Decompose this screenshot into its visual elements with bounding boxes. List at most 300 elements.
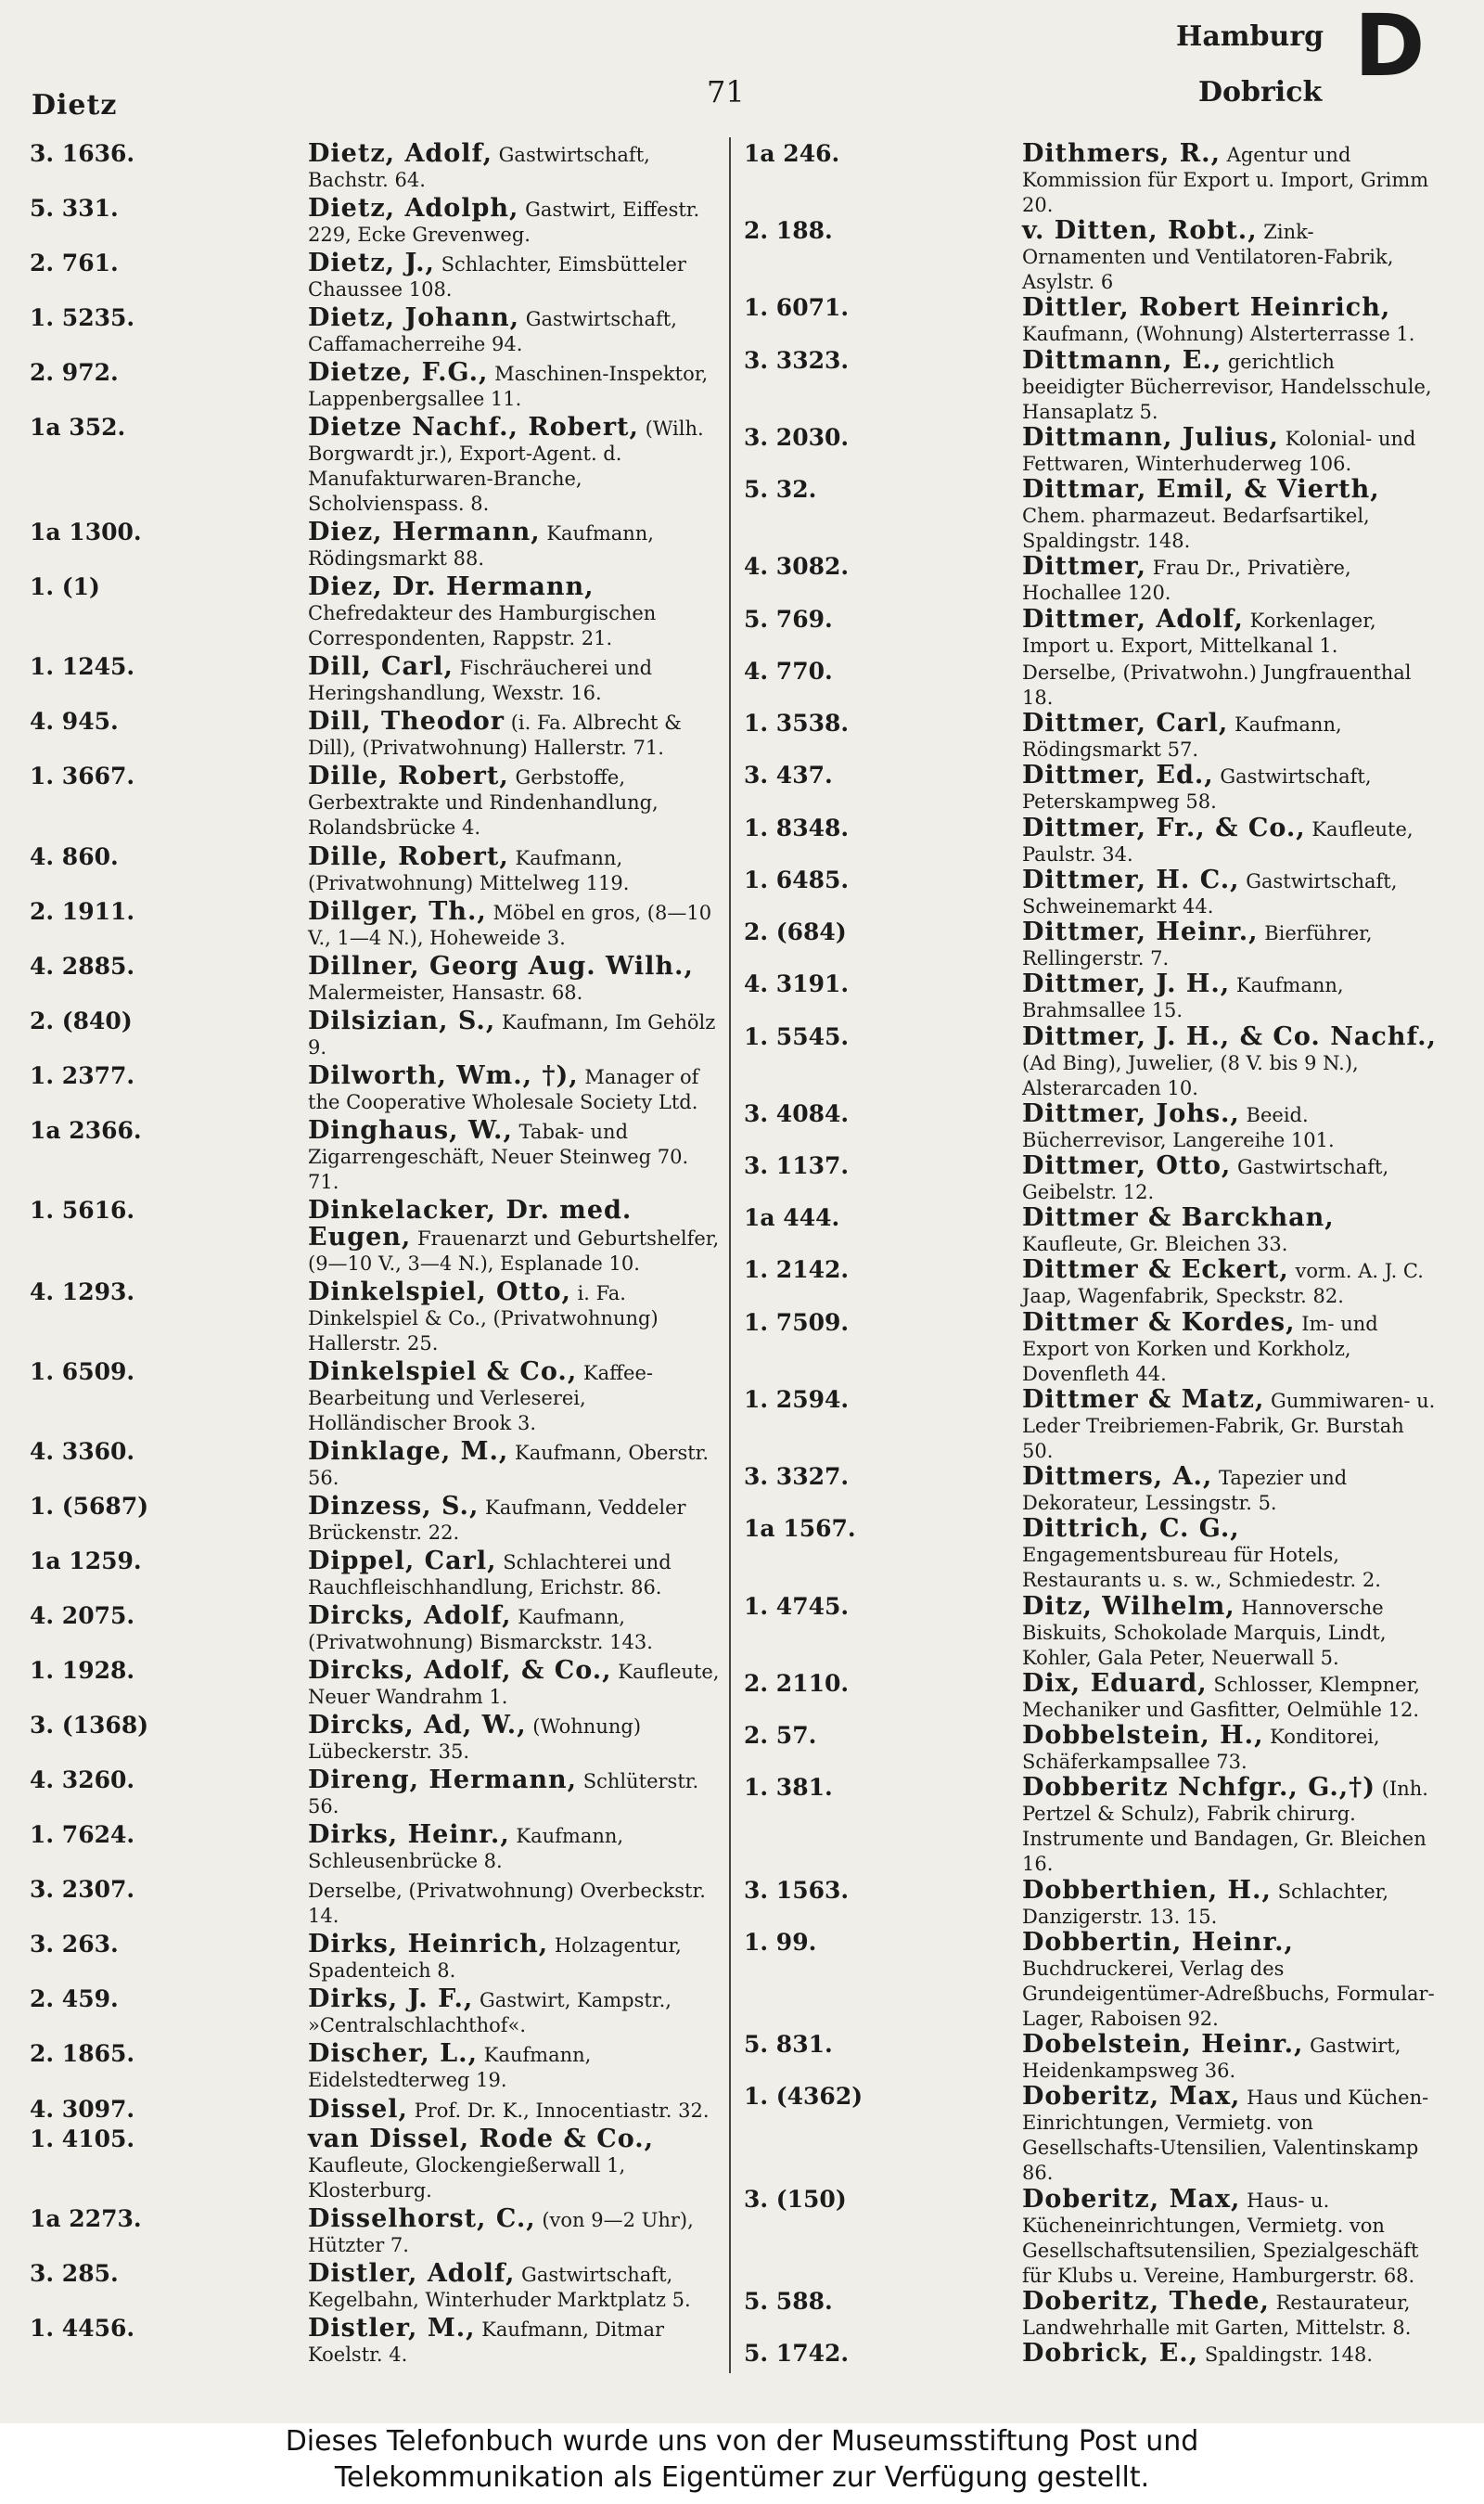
entry-description: Kaufmann, Eidelstedterweg 19. [308,2044,592,2092]
phone-number: 4. 3082. [744,553,850,581]
entry-text [1022,1257,1438,1309]
directory-entry [744,1723,1438,1775]
phone-number: 3. 2307. [30,1876,135,1904]
phone-number: 1. 7509. [744,1308,850,1336]
entry-name: Dietz, J., [308,249,435,278]
phone-number: 5. 588. [744,2287,833,2315]
entry-name: Dittler, Robert Heinrich, [1022,293,1391,323]
phone-number: 2. 972. [30,359,119,387]
directory-entry [744,1927,1438,2032]
entry-description: Kaufleute, Neuer Wandrahm 1. [308,1661,720,1709]
phone-number: 1a 2273. [30,2204,142,2232]
entry-name: Dithmers, R., [1022,139,1221,168]
directory-entry [30,1603,723,1655]
entry-description: Restaurateur, Landwehrhalle mit Garten, Mittelstr. 8. [1022,2291,1412,2339]
phone-number: 1. 2142. [744,1256,850,1284]
entry-name: Dirks, Heinr., [308,1820,510,1850]
directory-entry [30,709,723,761]
phone-number: 1a 444. [744,1204,840,1232]
entry-name: Dix, Eduard, [1022,1668,1208,1698]
entry-name: Dircks, Adolf, [308,1601,512,1631]
entry-name: Dittmer & Kordes, [1022,1307,1296,1337]
directory-entry [30,1060,723,1115]
directory-entry [744,659,1438,711]
entry-description: Holzagentur, Spadenteich 8. [308,1934,682,1983]
directory-entry [744,345,1438,425]
entry-name: Dittmer, [1022,552,1147,582]
directory-entry [30,654,723,706]
phone-number: 3. 1636. [30,140,135,167]
entry-name: Dittmer, Ed., [1022,761,1214,790]
entry-name: Dittmer & Barckhan, [1022,1203,1335,1233]
phone-number: 1. 7624. [30,1821,135,1849]
entry-name: Dinkelspiel, Otto, [308,1277,571,1306]
phone-number: 4. 1293. [30,1278,135,1305]
entry-name: Doberitz, Max, [1022,2184,1241,2214]
entry-description: Bierführer, Rellingerstr. 7. [1022,922,1373,970]
header-city: Hamburg [1176,20,1324,53]
entry-name: Dittmer, H. C., [1022,865,1240,894]
entry-text [1022,1875,1438,1930]
entry-text [308,1877,723,1929]
entry-description: Kaufmann, Veddeler Brückenstr. 22. [308,1496,686,1544]
directory-entry [744,2338,1438,2368]
directory-entry [744,218,1438,295]
entry-description: Kaffee-Bearbeitung und Verleserei, Holländischer Brook 3. [308,1361,653,1434]
entry-text [308,196,723,248]
entry-text [1022,2084,1438,2186]
directory-entry [744,1875,1438,1930]
entry-description: Kaufmann, (Privatwohnung) Bismarckstr. 143. [308,1606,653,1654]
phone-number: 1. 381. [744,1774,833,1802]
entry-text [308,951,723,1006]
entry-name: Dittmer, Adolf, [1022,604,1244,634]
directory-entry [30,1822,723,1874]
entry-name: Dinzess, S., [308,1491,480,1521]
entry-name: Dinklage, M., [308,1436,509,1466]
directory-entry [744,815,1438,867]
directory-entry [30,305,723,357]
phone-number: 2. 1865. [30,2040,135,2068]
directory-entry [744,1257,1438,1309]
phone-number: 3. 3323. [744,346,850,374]
entry-text [308,1986,723,2038]
phone-number: 1. 2377. [30,1061,135,1089]
phone-number: 2. 2110. [744,1669,850,1697]
entry-description: Haus und Küchen-Einrichtungen, Vermietg. von Gesellschafts-Utensilien, Valentinskamp 86. [1022,2087,1429,2185]
entry-name: Dissel, [308,2094,408,2124]
entry-text [308,2258,723,2313]
entry-description: Schlachter, Eimsbütteler Chaussee 108. [308,253,686,302]
directory-entry [744,711,1438,763]
entry-text [308,1822,723,1874]
entry-name: Dittmer, Otto, [1022,1150,1232,1180]
phone-number: 5. 769. [744,605,833,633]
directory-entry [30,1548,723,1600]
phone-number: 4. 3097. [30,2095,135,2123]
entry-description: (Wilh. Borgwardt jr.), Export-Agent. d. Manufakturwaren-Branche, Scholvienspass. 8. [308,417,704,516]
entry-text [1022,1516,1438,1593]
entry-name: Dilworth, Wm., †), [308,1060,579,1090]
directory-entry [30,1356,723,1436]
footer-line-2: Telekommunikation als Eigentümer zur Verfügung gestellt. [334,2461,1150,2494]
entry-description: Gastwirt, Kampstr., »Centralschlachthof«. [308,1989,672,2037]
phone-number: 3. 4084. [744,1099,850,1127]
entry-description: Hannoversche Biskuits, Schokolade Marquis, Lindt, Kohler, Gala Peter, Neuerwall 5. [1022,1596,1387,1669]
entry-name: Dietz, Adolph, [308,194,519,224]
entry-text [308,1603,723,1655]
entry-description: gerichtlich beeidigter Bücherrevisor, Handelsschule, Hansaplatz 5. [1022,350,1432,423]
entry-text [308,2094,723,2124]
directory-entry [30,574,723,651]
entry-name: Dinkelacker, Dr. med. Eugen, [308,1195,633,1252]
entry-text [1022,1668,1438,1723]
entry-description: Kaufmann, Brahmsallee 15. [1022,974,1344,1022]
entry-description: i. Fa. Dinkelspiel & Co., (Privatwohnung) Hallerstr. 25. [308,1281,659,1355]
directory-entry [30,141,723,193]
entry-text [308,1436,723,1491]
entry-name: Dietze Nachf., Robert, [308,413,639,443]
directory-entry [30,360,723,412]
phone-number: 4. 860. [30,842,119,870]
entry-name: Dittmer, J. H., & Co. Nachf., [1022,1021,1437,1051]
phone-number: 1. 6509. [30,1357,135,1385]
entry-name: Dirks, J. F., [308,1984,474,2014]
phone-number: 1. (4362) [744,2083,864,2111]
entry-name: Dittmer & Eckert, [1022,1255,1289,1285]
directory-entry [744,2286,1438,2341]
directory-entry [744,1021,1438,1101]
entry-name: Dillner, Georg Aug. Wilh., [308,951,694,981]
entry-text [308,574,723,651]
entry-description: Gastwirtschaft, Caffamacherreihe 94. [308,308,677,356]
entry-description: Schlüterstr. 56. [308,1770,699,1818]
entry-text [308,1658,723,1710]
entry-description: Kolonial- und Fettwaren, Winterhuderweg 106. [1022,427,1416,475]
entry-name: Doberitz, Thede, [1022,2286,1270,2316]
entry-text [308,1767,723,1819]
entry-text [1022,1723,1438,1775]
directory-entry [744,1591,1438,1671]
phone-number: 1. 5545. [744,1022,850,1050]
phone-number: 5. 331. [30,195,119,223]
directory-entry [744,141,1438,218]
entry-description: (Wohnung) Lübeckerstr. 35. [308,1715,642,1764]
entry-text [1022,1307,1438,1387]
directory-entry [30,896,723,951]
entry-description: (von 9—2 Uhr), Hützter 7. [308,2208,694,2256]
entry-text [1022,2032,1438,2084]
entry-text [308,2126,723,2203]
entry-name: Dittmer & Matz, [1022,1384,1265,1414]
entry-name: Dobberthien, H., [1022,1875,1272,1905]
entry-text [1022,867,1438,919]
entry-description: Gastwirtschaft, Bachstr. 64. [308,144,650,191]
directory-entry [30,1877,723,1929]
entry-description: Chem. pharmazeut. Bedarfsartikel, Spaldingstr. 148. [1022,505,1370,553]
directory-entry [30,196,723,248]
phone-number: 5. 1742. [744,2339,850,2367]
entry-description: Gerbstoffe, Gerbextrakte und Rindenhandlung, Rolandsbrücke 4. [308,766,659,840]
phone-number: 1a 246. [744,140,840,167]
entry-name: van Dissel, Rode & Co., [308,2124,655,2153]
entry-name: Diez, Dr. Hermann, [308,572,595,602]
entry-text [1022,422,1438,477]
directory-entry [30,415,723,517]
phone-number: 1. 4105. [30,2125,135,2152]
entry-text [308,1356,723,1436]
entry-name: Dittmar, Emil, & Vierth, [1022,475,1380,505]
entry-text [308,1060,723,1115]
page-number: 71 [707,74,745,109]
directory-entry [30,2313,723,2368]
entry-description: Gastwirt, Eiffestr. 229, Ecke Grevenweg. [308,199,700,247]
entry-text [1022,659,1438,711]
phone-number: 3. 2030. [744,423,850,451]
directory-entry [30,1713,723,1765]
directory-entry [744,1205,1438,1257]
entry-name: Dobberitz Nchfgr., G.,†) [1022,1773,1376,1803]
phone-number: 2. 459. [30,1985,119,2013]
entry-text [1022,971,1438,1023]
directory-entry [744,295,1438,347]
entry-text [1022,141,1438,218]
entry-description: Haus- u. Kücheneinrichtungen, Vermietg. von Gesellschaftsutensilien, Spezialgeschäft für Klubs u. Vereine, Hamburgerstr. 68. [1022,2189,1419,2287]
entry-name: Dobrick, E., [1022,2338,1199,2368]
entry-text [1022,815,1438,867]
phone-number: 1a 1259. [30,1547,142,1575]
entry-description: Gastwirtschaft, Kegelbahn, Winterhuder Marktplatz 5. [308,2263,691,2311]
phone-number: 4. 2075. [30,1602,135,1630]
phone-number: 4. 3360. [30,1437,135,1465]
entry-name: Dobbertin, Heinr., [1022,1927,1294,1957]
directory-entry [744,1098,1438,1153]
entry-description: Kaufleute, Gr. Bleichen 33. [1022,1233,1288,1256]
entry-description: Gastwirtschaft, Schweinemarkt 44. [1022,869,1398,918]
directory-entry [744,604,1438,659]
directory-entry [744,971,1438,1023]
entry-description: Gastwirtschaft, Peterskampweg 58. [1022,765,1372,814]
entry-text [1022,604,1438,659]
phone-number: 2. 57. [744,1722,817,1750]
entry-text [1022,711,1438,763]
entry-name: Dietze, F.G., [308,358,489,388]
entry-text [308,654,723,706]
directory-entry [30,1195,723,1277]
entry-description: Engagementsbureau für Hotels, Restaurants u. s. w., Schmiedestr. 2. [1022,1544,1381,1592]
entry-name: Dirks, Heinrich, [308,1930,549,1959]
entry-name: Dittmann, Julius, [1022,422,1279,452]
entry-text [1022,1464,1438,1516]
directory-entry [30,1008,723,1060]
entry-name: Dill, Carl, [308,652,454,682]
directory-entry [744,1775,1438,1877]
entry-description: Im- und Export von Korken und Korkholz, Dovenfleth 44. [1022,1312,1378,1385]
phone-number: 2. (840) [30,1007,133,1034]
entry-text [1022,1098,1438,1153]
phone-number: 1. 5235. [30,304,135,332]
entry-description: Kaufmann, (Wohnung) Alsterterrasse 1. [1022,323,1415,346]
directory-entry [30,2258,723,2313]
directory-entry [30,951,723,1006]
entry-text [308,1932,723,1984]
directory-entry [744,867,1438,919]
entry-name: Dittrich, C. G., [1022,1514,1240,1544]
entry-text [308,520,723,571]
entry-description: Kaufmann, Oberstr. 56. [308,1441,710,1489]
entry-text [308,1279,723,1356]
directory-entry [30,1986,723,2038]
entry-description: Derselbe, (Privatwohn.) Jungfrauenthal 18. [1022,661,1412,709]
entry-name: Dittmer, Carl, [1022,709,1229,738]
entry-name: Dircks, Ad, W., [308,1711,527,1740]
directory-entry [744,1150,1438,1205]
phone-number: 1a 1567. [744,1515,856,1543]
directory-entry [30,2126,723,2203]
phone-number: 1. 1928. [30,1657,135,1685]
directory-entry [30,1115,723,1195]
entry-text [308,1548,723,1600]
entry-text [308,1008,723,1060]
entry-name: Dietz, Adolf, [308,139,493,168]
entry-text [1022,345,1438,425]
entry-text [308,841,723,896]
phone-number: 1. 4456. [30,2314,135,2342]
entry-text [1022,2184,1438,2289]
directory-entry [744,477,1438,554]
entry-name: Distler, M., [308,2313,476,2343]
entry-description: Kaufleute, Glockengießerwall 1, Klosterburg. [308,2153,626,2202]
left-column [30,141,723,2368]
entry-text [308,2313,723,2368]
directory-entry [30,2094,723,2124]
entry-name: Dobbelstein, H., [1022,1721,1264,1751]
entry-text [308,141,723,193]
entry-text [1022,554,1438,606]
phone-number: 1a 2366. [30,1116,142,1144]
entry-description: Spaldingstr. 148. [1204,2343,1374,2366]
phone-number: 3. (1368) [30,1712,149,1740]
entry-text [308,1491,723,1546]
directory-entry [30,1932,723,1984]
entry-text [308,1115,723,1195]
entry-text [1022,2338,1438,2368]
entry-description: Beeid. Bücherrevisor, Langereihe 101. [1022,1103,1335,1151]
phone-number: 3. 437. [744,762,833,790]
entry-text [308,360,723,412]
entry-name: Dittmer, Fr., & Co., [1022,813,1306,842]
column-divider [729,137,731,2373]
directory-entry [30,841,723,896]
phone-number: 2. 1911. [30,897,135,925]
phone-number: 3. 263. [30,1931,119,1958]
phone-number: 4. 770. [744,657,833,685]
phone-number: 3. 3327. [744,1463,850,1491]
directory-entry [744,919,1438,971]
entry-text [1022,1021,1438,1101]
entry-description: Schlachter, Danzigerstr. 13. 15. [1022,1880,1389,1928]
entry-description: Schlosser, Klempner, Mechaniker und Gasfitter, Oelmühle 12. [1022,1673,1420,1721]
phone-number: 1. 6485. [744,866,850,893]
phone-number: 4. 945. [30,708,119,736]
phone-number: 5. 32. [744,476,817,504]
entry-description: Frauenarzt und Geburtshelfer, (9—10 V., 3—4 N.), Esplanade 10. [308,1226,720,1275]
entry-text [1022,295,1438,347]
entry-text [308,764,723,841]
directory-entry [30,2203,723,2258]
entry-name: Diez, Hermann, [308,518,541,547]
entry-name: Dille, Robert, [308,841,509,871]
right-column [744,141,1438,2368]
entry-description: (Inh. Pertzel & Schulz), Fabrik chirurg. Instrumente und Bandagen, Gr. Bleichen 16. [1022,1778,1428,1876]
entry-text [1022,1927,1438,2032]
directory-entry [744,1668,1438,1723]
entry-text [1022,919,1438,971]
directory-entry [30,1491,723,1546]
phone-number: 2. 761. [30,250,119,277]
entry-description: Kaufmann, Ditmar Koelstr. 4. [308,2318,665,2366]
entry-text [1022,218,1438,295]
entry-text [1022,1205,1438,1257]
footer-line-1: Dieses Telefonbuch wurde uns von der Museumsstiftung Post und [285,2425,1199,2458]
entry-text [308,896,723,951]
entry-description: Manager of the Cooperative Wholesale Society Ltd. [308,1065,699,1113]
entry-description: vorm. A. J. C. Jaap, Wagenfabrik, Speckstr. 82. [1022,1260,1424,1308]
entry-text [308,2041,723,2093]
phone-number: 1a 1300. [30,519,142,546]
entry-name: Direng, Hermann, [308,1766,578,1795]
phone-number: 1. (1) [30,573,100,601]
phone-number: 1. 4745. [744,1592,850,1620]
entry-description: Fischräucherei und Heringshandlung, Wexstr. 16. [308,657,653,705]
entry-name: Dittmer, J. H., [1022,969,1231,999]
directory-entry [744,554,1438,606]
directory-entry [744,422,1438,477]
phone-number: 1. 3667. [30,763,135,790]
entry-description: Agentur und Kommission für Export u. Import, Grimm 20. [1022,144,1429,216]
entry-name: v. Ditten, Robt., [1022,216,1258,246]
entry-text [308,1713,723,1765]
entry-description: Korkenlager, Import u. Export, Mittelkanal 1. [1022,609,1376,657]
entry-description: Buchdruckerei, Verlag des Grundeigentümer-Adreßbuchs, Formular-Lager, Raboisen 92. [1022,1957,1435,2030]
entry-name: Dittmer, Johs., [1022,1098,1240,1128]
directory-entry [30,1279,723,1356]
phone-number: 1. 99. [744,1928,817,1956]
directory-entry [30,1658,723,1710]
entry-text [1022,1591,1438,1671]
phone-number: 1. (5687) [30,1492,149,1520]
entry-description: Kaufmann, Rödingsmarkt 88. [308,522,654,571]
directory-entry [744,2084,1438,2186]
entry-text [1022,1775,1438,1877]
entry-name: Dobelstein, Heinr., [1022,2030,1304,2060]
directory-entry [30,520,723,571]
directory-entry [30,250,723,302]
entry-name: Dillger, Th., [308,896,487,926]
directory-entry [744,1516,1438,1593]
entry-description: (Ad Bing), Juwelier, (8 V. bis 9 N.), Alsterarcaden 10. [1022,1051,1359,1099]
entry-name: Dietz, Johann, [308,303,520,333]
entry-text [1022,477,1438,554]
entry-description: Tabak- und Zigarrengeschäft, Neuer Steinweg 70. 71. [308,1120,689,1193]
entry-description: Gummiwaren- u. Leder Treibriemen-Fabrik, Gr. Burstah 50. [1022,1389,1436,1462]
phone-number: 1. 8348. [744,814,850,841]
phone-number: 2. (684) [744,918,847,946]
directory-entry [744,1464,1438,1516]
directory-entry [744,2184,1438,2289]
phone-number: 2. 188. [744,217,833,245]
phone-number: 4. 2885. [30,952,135,980]
